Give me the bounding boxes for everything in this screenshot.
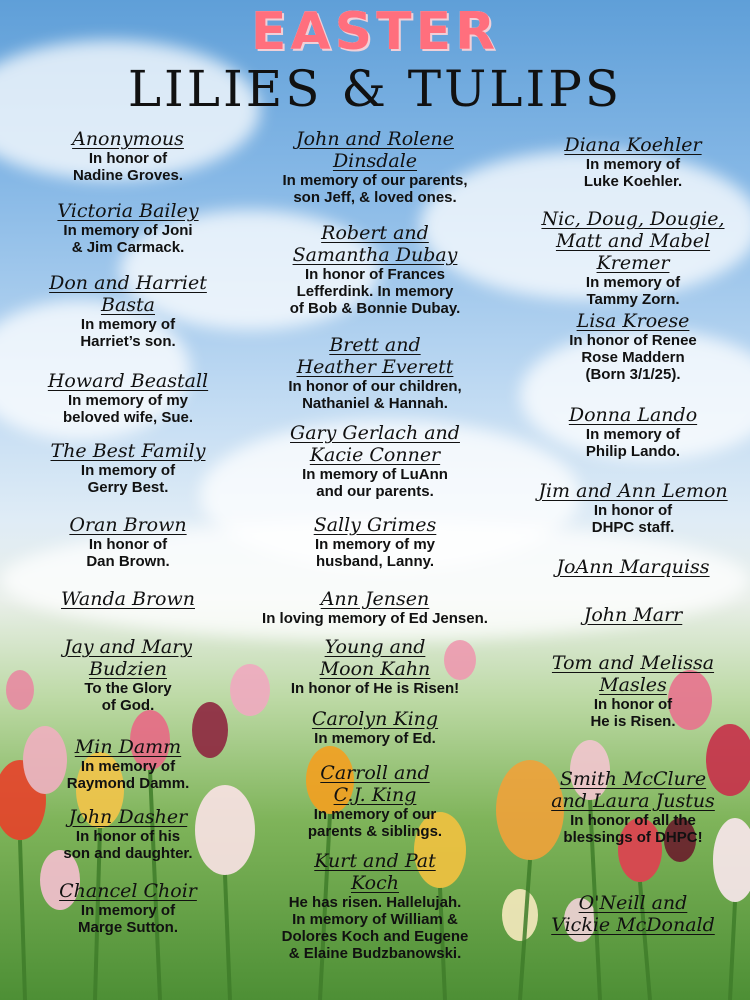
lilies-tulips-subtitle: LILIES & TULIPS <box>127 60 623 118</box>
dedication-line: Nadine Groves. <box>72 167 184 184</box>
dedication-line: In memory of my <box>67 392 189 409</box>
dedication-line: son Jeff, & loved ones. <box>293 189 457 206</box>
dedication-entry <box>28 736 228 792</box>
dedication-line: Dan Brown. <box>86 553 170 570</box>
dedication-line: In honor of Frances <box>304 266 445 283</box>
dedication-entry <box>28 514 228 570</box>
dedication-entry <box>28 200 228 256</box>
dedication-line: In honor of our children, <box>288 378 462 395</box>
dedication-entry <box>518 134 748 190</box>
dedicator-name: Carroll and C.J. King <box>320 762 430 806</box>
dedication-entry <box>245 514 505 570</box>
dedication-line: In memory of <box>80 316 176 333</box>
dedication-line: DHPC staff. <box>591 519 675 536</box>
dedication-entry <box>518 480 748 536</box>
dedication-line: of Bob & Bonnie Dubay. <box>289 300 461 317</box>
dedication-line: (Born 3/1/25). <box>585 366 681 383</box>
dedicator-name: Carolyn King <box>311 708 439 730</box>
dedication-line: In honor of all the <box>570 812 696 829</box>
dedication-line: In memory of William & <box>292 911 458 928</box>
dedication-line: In loving memory of Ed Jensen. <box>262 610 488 627</box>
dedication-entry <box>28 128 228 184</box>
dedicator-name: Howard Beastall <box>47 370 209 392</box>
dedicator-name: Chancel Choir <box>59 880 197 902</box>
dedicator-name: Victoria Bailey <box>57 200 199 222</box>
dedication-line: and our parents. <box>316 483 434 500</box>
dedication-line: & Jim Carmack. <box>71 239 185 256</box>
dedication-entry <box>28 370 228 426</box>
dedication-entry <box>245 636 505 697</box>
dedication-line: Rose Maddern <box>581 349 685 366</box>
dedicator-name: Don and Harriet Basta <box>49 272 207 316</box>
dedication-line: Tammy Zorn. <box>586 291 680 308</box>
dedicator-name: Oran Brown <box>69 514 187 536</box>
dedication-entry <box>518 556 748 578</box>
dedicator-name: Tom and Melissa Masles <box>551 652 715 696</box>
dedication-line: parents & siblings. <box>307 823 443 840</box>
easter-title: EASTER <box>250 2 500 62</box>
dedication-line: In honor of <box>593 696 673 713</box>
dedicator-name: Kurt and Pat Koch <box>314 850 436 894</box>
dedication-line: In honor of Renee <box>569 332 697 349</box>
dedication-line: In memory of LuAnn <box>302 466 448 483</box>
dedication-line: To the Glory <box>84 680 172 697</box>
dedication-entry <box>245 128 505 206</box>
dedicator-name: Smith McClure and Laura Justus <box>551 768 715 812</box>
dedication-entry <box>28 440 228 496</box>
dedication-entry <box>518 404 748 460</box>
dedication-entry <box>245 222 505 317</box>
dedication-line: In honor of <box>593 502 673 519</box>
dedicator-name: Sally Grimes <box>313 514 437 536</box>
dedication-line: In memory of our <box>313 806 437 823</box>
dedicator-name: John and Rolene Dinsdale <box>296 128 454 172</box>
dedication-line: He is Risen. <box>590 713 676 730</box>
dedication-entry <box>518 208 748 308</box>
dedication-line: Nathaniel & Hannah. <box>302 395 448 412</box>
dedication-line: son and daughter. <box>63 845 193 862</box>
dedication-line: In honor of He is Risen! <box>290 680 460 697</box>
dedication-entry <box>518 768 748 846</box>
dedicator-name: Nic, Doug, Dougie, Matt and Mabel Kremer <box>541 208 725 274</box>
dedication-entry <box>518 892 748 936</box>
dedicator-name: Anonymous <box>72 128 184 150</box>
dedication-entry <box>28 806 228 862</box>
dedication-entry <box>518 604 748 626</box>
dedication-line: In memory of <box>585 156 681 173</box>
dedication-line: Luke Koehler. <box>583 173 683 190</box>
dedication-line: He has risen. Hallelujah. <box>288 894 462 911</box>
dedication-entry <box>518 310 748 383</box>
dedicator-name: Donna Lando <box>568 404 698 426</box>
dedication-entry <box>28 636 228 714</box>
dedication-line: beloved wife, Sue. <box>62 409 194 426</box>
dedicator-name: Jim and Ann Lemon <box>538 480 728 502</box>
dedication-entry <box>28 880 228 936</box>
dedication-line: In honor of <box>88 536 168 553</box>
dedication-entry <box>518 652 748 730</box>
dedication-entry <box>245 334 505 412</box>
dedicator-name: John Marr <box>583 604 683 626</box>
dedication-line: Lefferdink. In memory <box>296 283 454 300</box>
dedicator-name: John Dasher <box>68 806 188 828</box>
dedication-entry <box>245 422 505 500</box>
dedication-line: & Elaine Budzbanowski. <box>288 945 462 962</box>
dedication-line: In memory of Joni <box>63 222 193 239</box>
dedication-entry <box>245 708 505 747</box>
dedication-entry <box>28 272 228 350</box>
dedicator-name: The Best Family <box>50 440 206 462</box>
dedicator-name: Young and Moon Kahn <box>319 636 431 680</box>
dedication-line: husband, Lanny. <box>315 553 435 570</box>
dedication-line: blessings of DHPC! <box>563 829 703 846</box>
dedication-line: In honor of his <box>75 828 181 845</box>
dedication-line: of God. <box>101 697 155 714</box>
dedicator-name: Ann Jensen <box>320 588 430 610</box>
dedication-line: In memory of <box>80 758 176 775</box>
dedicator-name: O'Neill and Vickie McDonald <box>551 892 715 936</box>
dedication-line: Raymond Damm. <box>66 775 190 792</box>
dedication-line: In memory of <box>585 274 681 291</box>
dedication-line: In memory of <box>80 902 176 919</box>
dedicator-name: Diana Koehler <box>564 134 702 156</box>
dedication-line: Marge Sutton. <box>78 919 178 936</box>
dedicator-name: Lisa Kroese <box>576 310 690 332</box>
dedicator-name: Robert and Samantha Dubay <box>292 222 458 266</box>
dedication-entry <box>245 588 505 627</box>
dedication-line: In memory of <box>585 426 681 443</box>
dedication-line: In memory of my <box>314 536 436 553</box>
dedicator-name: Wanda Brown <box>61 588 195 610</box>
dedication-line: Gerry Best. <box>87 479 169 496</box>
dedication-line: Dolores Koch and Eugene <box>281 928 469 945</box>
dedicator-name: Brett and Heather Everett <box>296 334 454 378</box>
dedication-line: Harriet’s son. <box>80 333 176 350</box>
dedicator-name: Gary Gerlach and Kacie Conner <box>290 422 460 466</box>
dedication-line: In memory of <box>80 462 176 479</box>
dedication-entry <box>245 850 505 962</box>
dedication-line: In memory of our parents, <box>282 172 468 189</box>
dedication-entry <box>245 762 505 840</box>
dedicator-name: Jay and Mary Budzien <box>63 636 193 680</box>
dedicator-name: JoAnn Marquiss <box>556 556 710 578</box>
dedicator-name: Min Damm <box>74 736 182 758</box>
dedication-entry <box>28 588 228 610</box>
dedication-line: In honor of <box>88 150 168 167</box>
dedication-line: Philip Lando. <box>585 443 681 460</box>
dedication-line: In memory of Ed. <box>314 730 436 747</box>
